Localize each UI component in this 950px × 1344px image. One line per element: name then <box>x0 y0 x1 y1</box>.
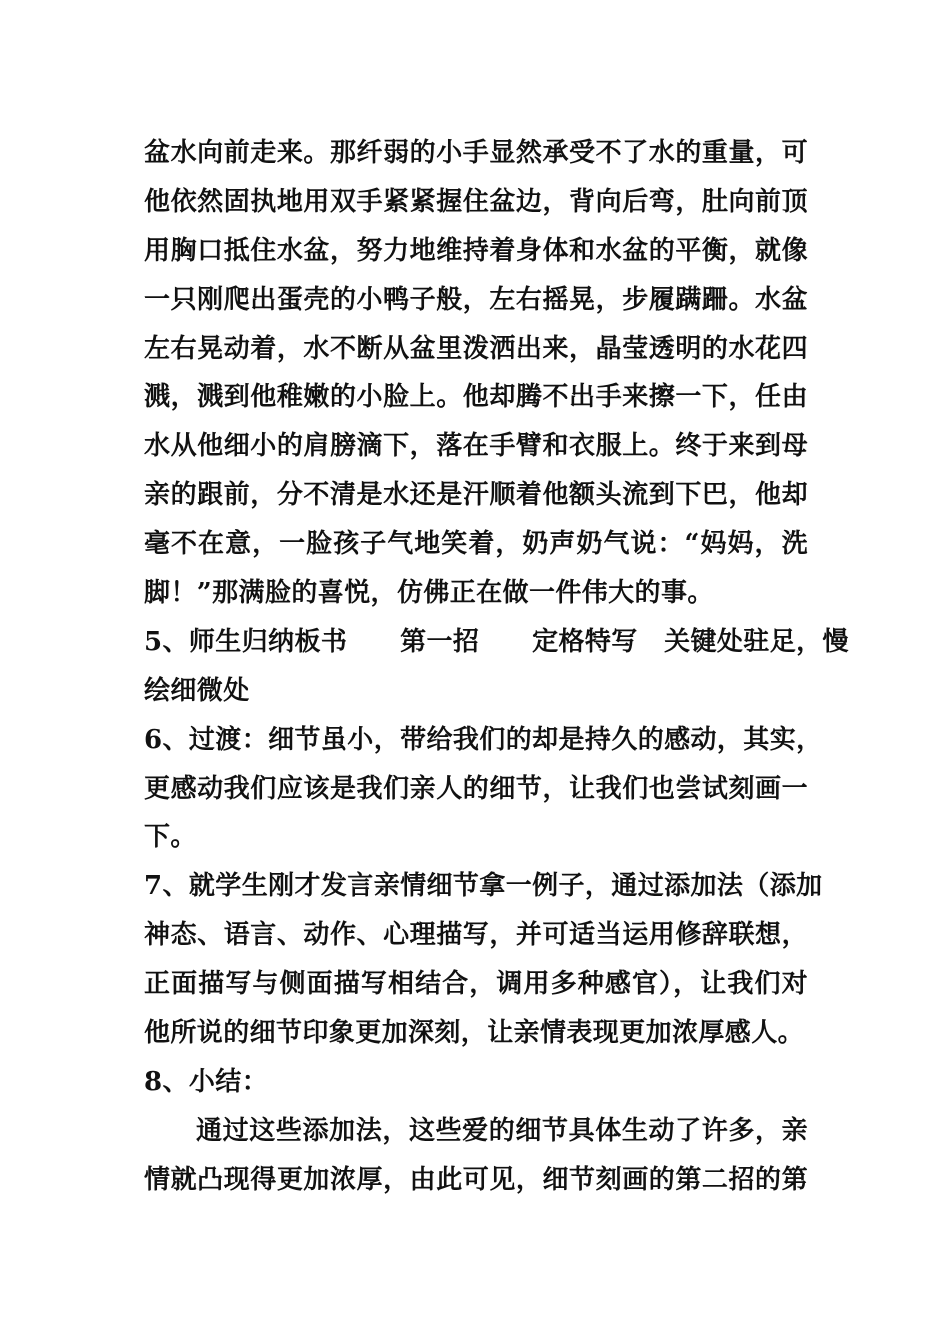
text-line: 左右晃动着，水不断从盆里泼洒出来，晶莹透明的水花四 <box>144 333 808 364</box>
text-line: 7、就学生刚才发言亲情细节拿一例子，通过添加法（添加 <box>144 871 823 902</box>
text-line: 神态、语言、动作、心理描写，并可适当运用修辞联想， <box>144 920 808 951</box>
text-line: 他依然固执地用双手紧紧握住盆边，背向后弯，肚向前顶 <box>144 186 808 217</box>
text-line: 正面描写与侧面描写相结合，调用多种感官），让我们对 <box>144 969 808 1000</box>
text-line: 情就凸现得更加浓厚，由此可见，细节刻画的第二招的第 <box>144 1164 808 1195</box>
text-line: 盆水向前走来。那纤弱的小手显然承受不了水的重量，可 <box>144 138 808 168</box>
text-line: 下。 <box>144 822 197 853</box>
text-line: 毫不在意，一脸孩子气地笑着，奶声奶气说：“妈妈，洗 <box>144 529 808 560</box>
text-line: 8、小结： <box>144 1066 269 1097</box>
text-line: 5、师生归纳板书 第一招 定格特写 关键处驻足，慢 <box>144 626 849 657</box>
text-line: 更感动我们应该是我们亲人的细节，让我们也尝试刻画一 <box>144 773 808 804</box>
document-body <box>144 129 849 1205</box>
text-line: 他所说的细节印象更加深刻，让亲情表现更加浓厚感人。 <box>144 1018 805 1049</box>
text-line: 用胸口抵住水盆，努力地维持着身体和水盆的平衡，就像 <box>144 235 808 266</box>
text-line: 水从他细小的肩膀滴下，落在手臂和衣服上。终于来到母 <box>144 431 808 462</box>
text-line: 一只刚爬出蛋壳的小鸭子般，左右摇晃，步履蹒跚。水盆 <box>144 284 808 315</box>
text-line: 亲的跟前，分不清是水还是汗顺着他额头流到下巴，他却 <box>144 480 808 511</box>
text-line: 溅，溅到他稚嫩的小脸上。他却腾不出手来擦一下，任由 <box>144 382 808 413</box>
text-line: 绘细微处 <box>144 675 250 706</box>
text-line: 6、过渡：细节虽小，带给我们的却是持久的感动，其实， <box>144 724 823 755</box>
text-line: 脚！”那满脸的喜悦，仿佛正在做一件伟大的事。 <box>144 578 714 609</box>
text-line: 通过这些添加法，这些爱的细节具体生动了许多，亲 <box>196 1115 808 1146</box>
